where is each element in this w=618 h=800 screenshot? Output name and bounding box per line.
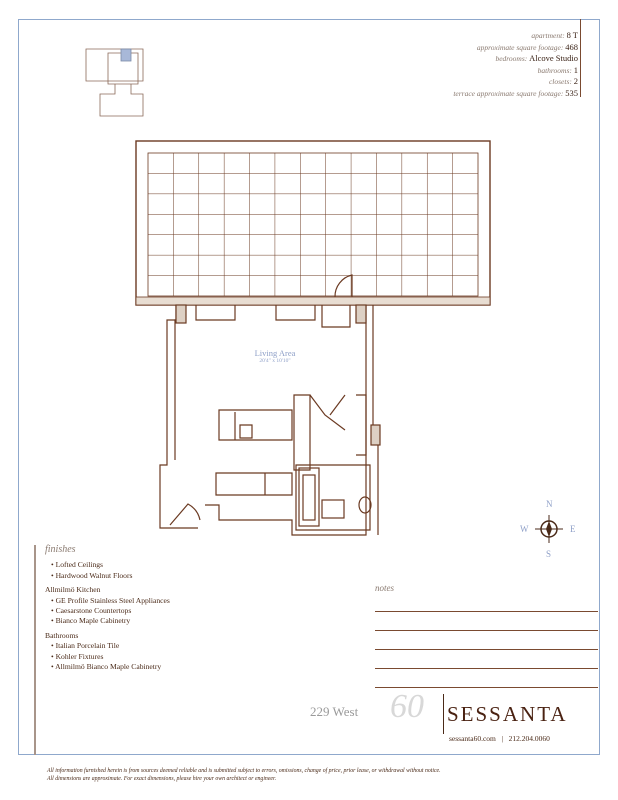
finish-item: • Italian Porcelain Tile [51, 641, 170, 651]
disclaimer-line: All information furnished herein is from sources deemed reliable and is submitted subject to errors, omissions, change of price, prior lease, or withdrawal without notice. [47, 768, 441, 774]
apartment-walls [160, 275, 380, 535]
finish-item: • Lofted Ceilings [51, 560, 170, 570]
compass-w: W [520, 524, 529, 534]
info-bathrooms: bathrooms: 1 [537, 64, 578, 75]
website: sessanta60.com [449, 734, 496, 743]
finishes-list [45, 545, 170, 676]
info-terrace: terrace approximate square footage: 535 [453, 87, 578, 98]
contact-separator: | [501, 734, 504, 743]
finish-item: • Caesarstone Countertops [51, 606, 170, 616]
terrace [136, 141, 490, 305]
sessanta-logo [310, 688, 600, 752]
compass-e: E [570, 524, 576, 534]
compass-s: S [546, 549, 552, 559]
finish-item: • Hardwood Walnut Floors [51, 571, 170, 581]
finish-item: • Kohler Fixtures [51, 652, 170, 662]
notes-line[interactable] [375, 650, 598, 669]
finish-item: • Allmilmö Bianco Maple Cabinetry [51, 662, 170, 672]
notes-label: notes [375, 583, 394, 593]
compass-n: N [546, 499, 553, 509]
key-plan [86, 49, 143, 116]
kitchen-title: Allmilmö Kitchen [45, 585, 101, 595]
logo-brand: SESSANTA [447, 702, 568, 726]
notes-line[interactable] [375, 612, 598, 631]
finish-item: • GE Profile Stainless Steel Appliances [51, 596, 170, 606]
bath-title: Bathrooms [45, 630, 79, 640]
logo-contact [449, 734, 550, 743]
disclaimer-line: All dimensions are approximate. For exact dimensions, please hire your own architect or engineer. [47, 776, 277, 782]
info-apartment: apartment: 8 T [531, 30, 578, 40]
info-sqft: approximate square footage: 468 [476, 41, 578, 52]
disclaimer [47, 767, 441, 783]
logo-divider [443, 694, 444, 734]
phone: 212.204.0060 [508, 734, 550, 743]
notes-line[interactable] [375, 631, 598, 650]
notes-line[interactable] [375, 669, 598, 688]
info-closets: closets: 2 [548, 76, 578, 86]
notes-line[interactable] [375, 593, 598, 612]
info-bedrooms: bedrooms: Alcove Studio [495, 53, 578, 63]
logo-address: 229 West [310, 704, 359, 719]
notes-area [375, 583, 598, 688]
room-dimensions: 20'4" x 10'10" [259, 358, 291, 364]
logo-sixty: 60 [390, 688, 424, 725]
finish-item: • Bianco Maple Cabinetry [51, 616, 170, 626]
finishes-title: finishes [45, 544, 76, 555]
room-name: Living Area [254, 348, 296, 358]
living-area-label [230, 348, 320, 364]
